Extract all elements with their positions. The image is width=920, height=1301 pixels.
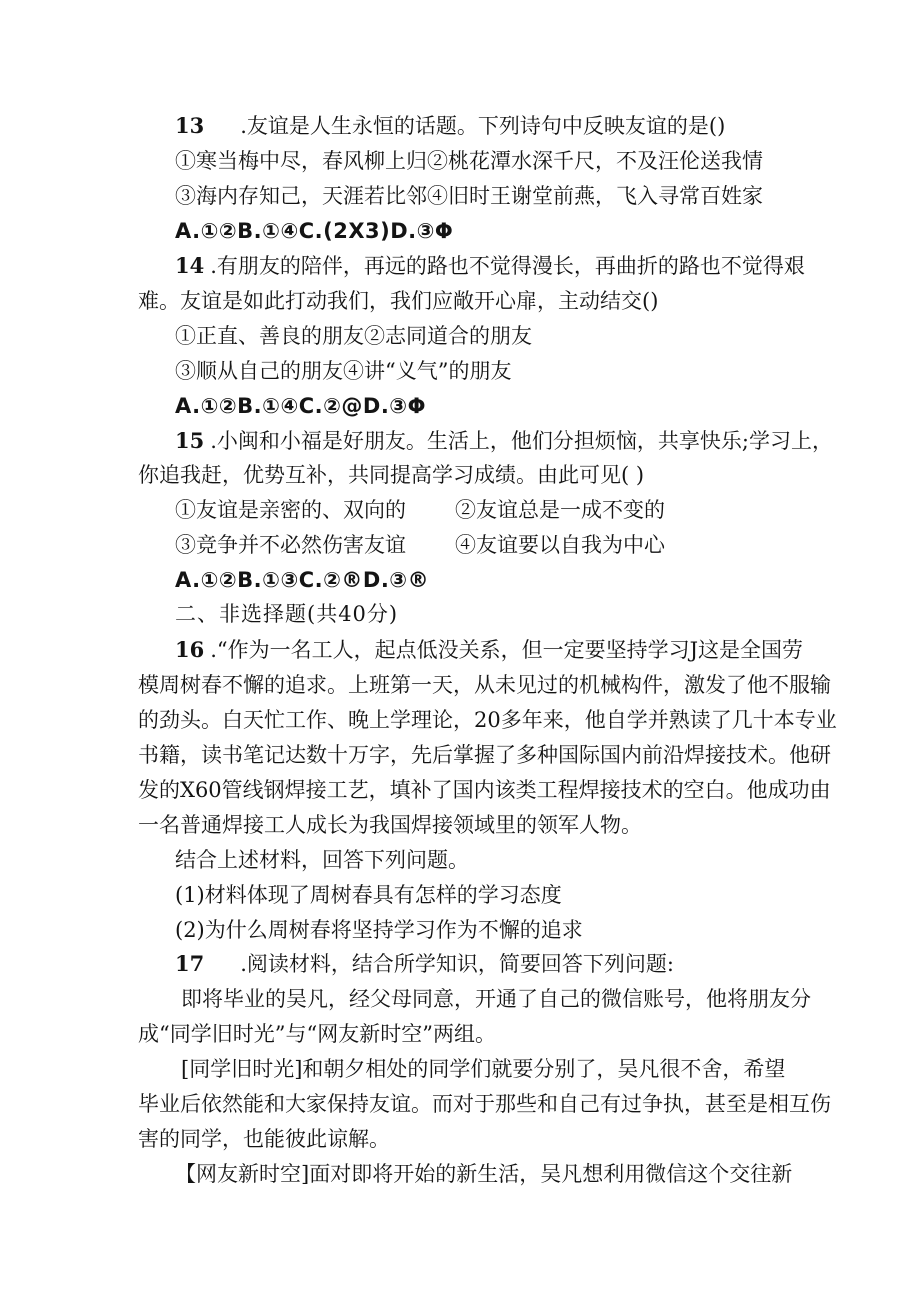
- q16-number: 16: [175, 637, 205, 662]
- q17-intro-line-1: 即将毕业的吴凡，经父母同意，开通了自己的微信账号，他将朋友分: [181, 987, 811, 1011]
- q17-number: 17: [175, 951, 205, 976]
- q15-choice-3: ③竞争并不必然伤害友谊: [175, 533, 406, 557]
- q14-stem-continued: 难。友谊是如此打动我们，我们应敞开心扉，主动结交(): [138, 289, 659, 313]
- q17-intro-line-2: 成“同学旧时光”与“网友新时空”两组。: [138, 1022, 496, 1046]
- q16-line-1: .“作为一名工人，起点低没关系，但一定要坚持学习J这是全国劳: [210, 638, 804, 662]
- q13-stem: [175, 111, 725, 141]
- q15-choices-row-1: [175, 495, 406, 525]
- q13-options: A.①②B.①④C.(2X3)D.③Φ: [175, 219, 454, 243]
- q15-choice-1: ①友谊是亲密的、双向的: [175, 498, 406, 522]
- q14-stem: [175, 251, 805, 281]
- q16-line-3: 的劲头。白天忙工作、晚上学理论，20多年来，他自学并熟读了几十本专业: [138, 708, 837, 732]
- q17-para1-line-3: 害的同学，也能彼此谅解。: [138, 1127, 390, 1151]
- q14-choices-line-1: ①正直、善良的朋友②志同道合的朋友: [175, 324, 532, 348]
- q15-stem-continued: 你追我赶，优势互补，共同提高学习成绩。由此可见( ): [138, 463, 645, 487]
- q15-number: 15: [175, 428, 205, 453]
- q16-line-4: 书籍，读书笔记达数十万字，先后掌握了多种国际国内前沿焊接技术。他研: [138, 743, 831, 767]
- q15-stem: [175, 426, 833, 456]
- q16-stem: [175, 635, 803, 665]
- q15-options: A.①②B.①③C.②®D.③®: [175, 568, 430, 592]
- q17-stem: [175, 949, 674, 979]
- q16-line-6: 一名普通焊接工人成长为我国焊接领域里的领军人物。: [138, 813, 642, 837]
- q16-line-2: 模周树春不懈的追求。上班第一天，从未见过的机械构件，激发了他不服输: [138, 673, 831, 697]
- section-heading: 二、非选择题(共40分): [175, 602, 399, 626]
- q17-para2-line-1: 【网友新时空]面对即将开始的新生活，吴凡想利用微信这个交往新: [175, 1162, 793, 1186]
- q16-line-5: 发的X60管线钢焊接工艺，填补了国内该类工程焊接技术的空白。他成功由: [138, 778, 831, 802]
- q17-para1-line-1: [同学旧时光]和朝夕相处的同学们就要分别了，吴凡很不舍，希望: [181, 1057, 786, 1081]
- q16-subquestion-2: (2)为什么周树春将坚持学习作为不懈的追求: [175, 918, 583, 942]
- q13-poems-line-1: ①寒当梅中尽，春风柳上归②桃花潭水深千尺，不及汪伦送我情: [175, 149, 763, 173]
- q14-options: A.①②B.①④C.②@D.③Φ: [175, 394, 426, 418]
- q16-prompt: 结合上述材料，回答下列问题。: [175, 848, 469, 872]
- q13-stem-text: .友谊是人生永恒的话题。下列诗句中反映友谊的是(): [240, 114, 726, 138]
- q15-stem-text: .小闽和小福是好朋友。生活上，他们分担烦恼，共享快乐;学习上，: [210, 429, 833, 453]
- q17-para1-line-2: 毕业后依然能和大家保持友谊。而对于那些和自己有过争执，甚至是相互伤: [138, 1092, 831, 1116]
- q14-number: 14: [175, 253, 205, 278]
- q15-choices-row-2: [175, 530, 406, 560]
- q15-choice-2: ②友谊总是一成不变的: [455, 498, 665, 522]
- q13-number: 13: [175, 113, 205, 138]
- q14-choices-line-2: ③顺从自己的朋友④讲“义气”的朋友: [175, 359, 512, 383]
- q16-subquestion-1: (1)材料体现了周树春具有怎样的学习态度: [175, 883, 562, 907]
- q13-poems-line-2: ③海内存知己，天涯若比邻④旧时王谢堂前燕，飞入寻常百姓家: [175, 184, 763, 208]
- q17-stem-text: .阅读材料，结合所学知识，简要回答下列问题:: [240, 952, 674, 976]
- q15-choice-4: ④友谊要以自我为中心: [455, 533, 665, 557]
- q14-stem-text: .有朋友的陪伴，再远的路也不觉得漫长，再曲折的路也不觉得艰: [210, 254, 805, 278]
